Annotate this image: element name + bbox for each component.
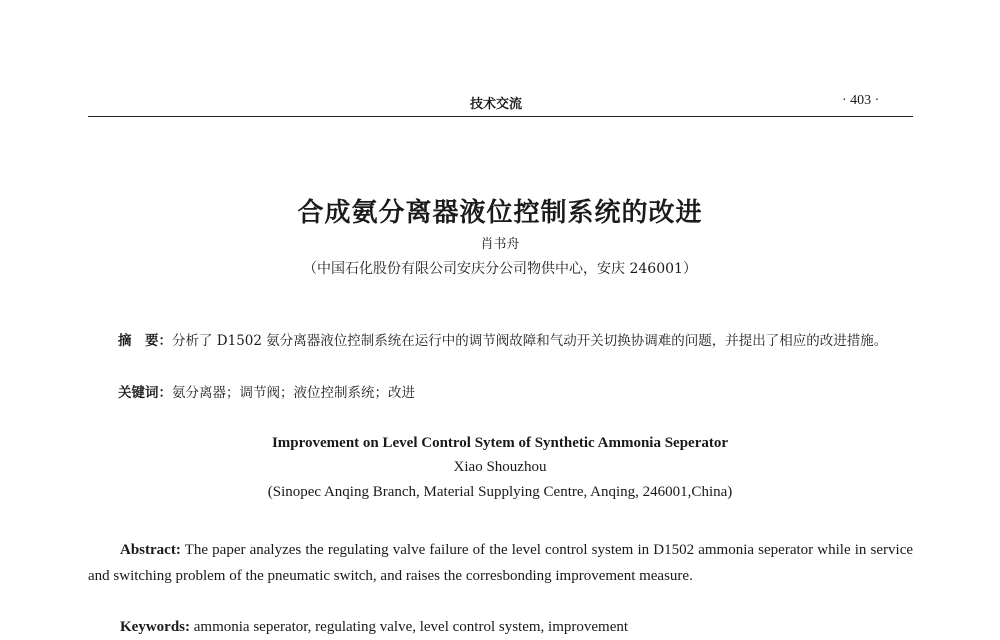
english-keywords <box>120 614 628 640</box>
chinese-keywords-text: 氨分离器；调节阀；液位控制系统；改进 <box>172 385 415 401</box>
chinese-keywords <box>118 380 415 406</box>
english-abstract <box>88 537 913 589</box>
chinese-author: 肖书舟 <box>480 237 520 252</box>
chinese-affiliation: （中国石化股份有限公司安庆分公司物供中心，安庆 246001） <box>303 261 697 277</box>
english-author: Xiao Shouzhou <box>453 459 547 475</box>
chinese-abstract <box>88 328 918 354</box>
running-header-section: 技术交流 <box>470 97 523 112</box>
english-keywords-label: Keywords: <box>120 619 190 635</box>
english-affiliation: (Sinopec Anqing Branch, Material Supplying Centre, Anqing, 246001,China) <box>267 484 733 500</box>
header-rule <box>88 116 913 117</box>
chinese-title: 合成氨分离器液位控制系统的改进 <box>297 198 703 228</box>
chinese-abstract-label: 摘 要： <box>118 333 172 349</box>
english-title: Improvement on Level Control Sytem of Synthetic Ammonia Seperator <box>271 435 729 451</box>
english-abstract-label: Abstract: <box>120 542 181 558</box>
chinese-keywords-label: 关键词： <box>118 385 172 401</box>
english-abstract-text: The paper analyzes the regulating valve failure of the level control system in D1502 ammonia seperator while in service and switching problem of the pneumatic switch, and raises the corresbonding improvement measure. <box>88 542 914 584</box>
english-keywords-text: ammonia seperator, regulating valve, level control system, improvement <box>193 619 629 635</box>
page-number: · 403 · <box>842 93 880 108</box>
chinese-abstract-text: 分析了 D1502 氨分离器液位控制系统在运行中的调节阀故障和气动开关切换协调难的问题，并提出了相应的改进措施。 <box>172 333 888 349</box>
